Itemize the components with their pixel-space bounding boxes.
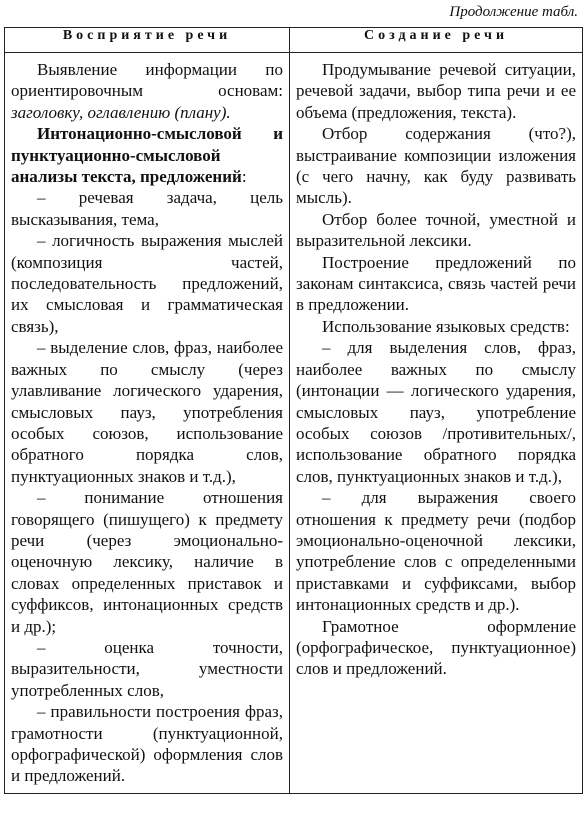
creation-list-item: – для выражения своего отношения к предмету речи (подбор эмоционально-оценочной лексики, употребление слов с определенными приставками и суффиксами, выбор интонационных средств и др.). xyxy=(296,488,576,615)
perception-list-item: – выделение слов, фраз, наиболее важных по смыслу (через улавливание логического ударения, смысловых пауз, употребления особых союзов, использование обратного порядка слов, пунктуационных знаков и т.д.), xyxy=(11,338,283,486)
creation-cell xyxy=(290,53,583,794)
creation-paragraph: Использование языковых средств: xyxy=(322,316,570,336)
table-header-row xyxy=(5,28,583,53)
creation-paragraph: Продумывание речевой ситуации, речевой задачи, выбор типа речи и ее объема (предложения, текста). xyxy=(296,60,576,122)
perception-intro-text: Выявление информации по ориентировочным основам: xyxy=(11,60,283,101)
perception-list-item: – речевая задача, цель высказывания, тема, xyxy=(11,188,283,229)
creation-paragraph: Грамотное оформление (орфографическое, пунктуационное) слов и предложений. xyxy=(296,616,576,679)
table-continuation-caption: Продолжение табл. xyxy=(449,4,578,20)
perception-cell xyxy=(5,53,290,794)
perception-list-item: – оценка точности, выразительности, уместности употребленных слов, xyxy=(11,637,283,700)
creation-list-item: – для выделения слов, фраз, наиболее важных по смыслу (интонации — логического ударения, смысловых пауз, употребление особых союзов /противительных/, использование обратного порядка слов, пунктуационных знаков и т.д.), xyxy=(296,338,576,486)
creation-paragraph: Построение предложений по законам синтаксиса, связь частей речи в предложении. xyxy=(296,252,576,315)
perception-list-item: – логичность выражения мыслей (композиция частей, последовательность предложений, их смысловая и грамматическая связь), xyxy=(11,231,283,336)
analysis-heading-colon: : xyxy=(241,167,247,187)
header-perception: Восприятие речи xyxy=(5,28,290,53)
perception-list-item: – правильности построения фраз, грамотности (пунктуационной, орфографической) оформления слов и предложений. xyxy=(11,702,283,786)
perception-paragraph xyxy=(11,123,283,187)
perception-list-item: – понимание отношения говорящего (пишущего) к предмету речи (через эмоционально-оценочную лексику, наличие в словах определенных приставок и суффиксов, интонационных средств и др.); xyxy=(11,488,283,636)
comparison-table xyxy=(4,27,583,794)
creation-paragraph: Отбор более точной, уместной и выразительной лексики. xyxy=(296,209,576,251)
table-row xyxy=(5,53,583,794)
perception-paragraph xyxy=(11,59,283,123)
header-creation: Создание речи xyxy=(290,28,583,53)
creation-paragraph: Отбор содержания (что?), выстраивание композиции изложения (с чего начну, как буду развивать мысль). xyxy=(296,124,576,208)
perception-intro-italic: заголовку, оглавлению (плану). xyxy=(11,102,231,122)
analysis-heading: Интонационно-смысловой и пунктуационно-смысловой анализы текста, предложений xyxy=(11,124,283,187)
